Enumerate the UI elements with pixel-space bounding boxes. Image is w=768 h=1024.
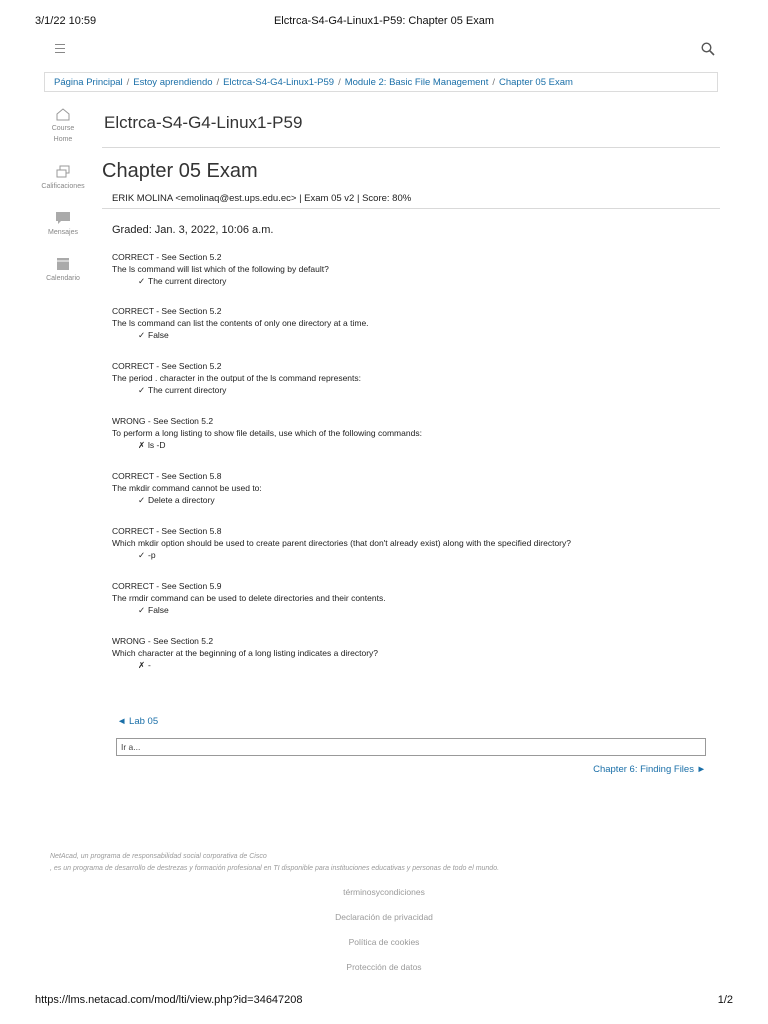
footer-link-privacy[interactable]: Declaración de privacidad	[335, 912, 433, 922]
question-text: To perform a long listing to show file details, use which of the following commands:	[112, 428, 422, 438]
question-item	[112, 635, 712, 671]
grades-icon	[55, 165, 71, 179]
wrong-mark-icon: ✗	[138, 440, 146, 450]
sidebar-item-calendar[interactable]	[38, 257, 88, 282]
breadcrumb-item-learning[interactable]: Estoy aprendiendo	[133, 77, 213, 88]
exam-meta: ERIK MOLINA <emolinaq@est.ups.edu.ec> | Exam 05 v2 | Score: 80%	[112, 193, 412, 204]
sidebar-item-grades[interactable]	[38, 165, 88, 190]
question-text: The mkdir command cannot be used to:	[112, 483, 262, 493]
question-status: WRONG - See Section 5.2	[112, 416, 214, 426]
question-status: WRONG - See Section 5.2	[112, 636, 214, 646]
question-item	[112, 415, 712, 451]
breadcrumb-item-course[interactable]: Elctrca-S4-G4-Linux1-P59	[223, 77, 335, 88]
question-answer: The current directory	[148, 276, 227, 286]
footer-line: NetAcad, un programa de responsabilidad social corporativa de Cisco	[50, 853, 267, 860]
question-item	[112, 525, 712, 561]
print-header	[0, 15, 768, 31]
correct-mark-icon: ✓	[138, 605, 146, 615]
graded-date: Graded: Jan. 3, 2022, 10:06 a.m.	[112, 224, 274, 236]
breadcrumb-item-module[interactable]: Module 2: Basic File Management	[344, 77, 489, 88]
question-item	[112, 251, 712, 287]
top-navbar	[35, 36, 733, 64]
wrong-mark-icon: ✗	[138, 660, 146, 670]
question-status: CORRECT - See Section 5.2	[112, 306, 222, 316]
question-item	[112, 470, 712, 506]
question-text: Which mkdir option should be used to create parent directories (that don't already exist) along with the specified directory?	[112, 538, 571, 548]
question-status: CORRECT - See Section 5.8	[112, 526, 222, 536]
calendar-icon	[55, 257, 71, 271]
question-answer: -	[148, 660, 151, 670]
correct-mark-icon: ✓	[138, 330, 146, 340]
question-answer: The current directory	[148, 385, 227, 395]
question-status: CORRECT - See Section 5.8	[112, 471, 222, 481]
question-text: The period . character in the output of the ls command represents:	[112, 373, 361, 383]
question-status: CORRECT - See Section 5.2	[112, 361, 222, 371]
search-icon[interactable]	[701, 42, 715, 61]
sidebar-item-label: Course	[51, 125, 75, 132]
footer-link-cookies[interactable]: Política de cookies	[348, 937, 420, 947]
footer-link-terms[interactable]: términosycondiciones	[343, 887, 425, 897]
print-title: Elctrca-S4-G4-Linux1-P59: Chapter 05 Exam	[273, 15, 495, 27]
question-status: CORRECT - See Section 5.2	[112, 252, 222, 262]
breadcrumb-item-home[interactable]: Página Principal	[54, 77, 123, 88]
print-page-number: 1/2	[717, 994, 733, 1006]
messages-icon	[55, 211, 71, 225]
print-datetime: 3/1/22 10:59	[35, 15, 97, 27]
hamburger-icon[interactable]	[55, 44, 65, 56]
divider	[102, 147, 720, 148]
sidebar-item-course-home[interactable]	[38, 107, 88, 143]
footer-line: , es un programa de desarrollo de destrezas y formación profesional en TI disponible para instituciones educativas y personas de todo el mundo.	[50, 865, 500, 872]
question-item	[112, 360, 712, 396]
question-answer: -p	[148, 550, 156, 560]
footer-link-data-protection[interactable]: Protección de datos	[346, 962, 422, 972]
jump-to-select[interactable]: Ir a...	[116, 738, 706, 756]
sidebar-item-label: Calendario	[46, 275, 80, 282]
exam-title: Chapter 05 Exam	[102, 160, 258, 182]
footer-description	[50, 851, 499, 875]
sidebar-item-messages[interactable]	[38, 211, 88, 236]
question-text: The ls command can list the contents of only one directory at a time.	[112, 318, 369, 328]
question-text: The ls command will list which of the following by default?	[112, 264, 329, 274]
question-answer: False	[148, 605, 169, 615]
correct-mark-icon: ✓	[138, 495, 146, 505]
breadcrumb-item-exam[interactable]: Chapter 05 Exam	[498, 77, 573, 88]
question-answer: Delete a directory	[148, 495, 215, 505]
print-url: https://lms.netacad.com/mod/lti/view.php?id=34647208	[35, 994, 303, 1006]
question-item	[112, 305, 712, 341]
correct-mark-icon: ✓	[138, 550, 146, 560]
home-icon	[55, 107, 71, 121]
question-item	[112, 580, 712, 616]
correct-mark-icon: ✓	[138, 276, 146, 286]
course-title: Elctrca-S4-G4-Linux1-P59	[104, 113, 303, 132]
next-activity-link[interactable]: Chapter 6: Finding Files ►	[593, 764, 706, 775]
breadcrumb: Página Principal / Estoy aprendiendo / Elctrca-S4-G4-Linux1-P59 / Module 2: Basic File Management / Chapter 05 Exam	[44, 72, 718, 92]
correct-mark-icon: ✓	[138, 385, 146, 395]
question-text: Which character at the beginning of a long listing indicates a directory?	[112, 648, 379, 658]
previous-activity-link[interactable]: ◄ Lab 05	[117, 716, 159, 727]
sidebar-item-label: Calificaciones	[41, 183, 85, 190]
question-answer: ls -D	[148, 440, 166, 450]
sidebar-item-label: Mensajes	[48, 229, 78, 236]
question-answer: False	[148, 330, 169, 340]
question-text: The rmdir command can be used to delete directories and their contents.	[112, 593, 386, 603]
sidebar-item-label: Home	[53, 136, 73, 143]
question-status: CORRECT - See Section 5.9	[112, 581, 222, 591]
divider	[102, 208, 720, 209]
